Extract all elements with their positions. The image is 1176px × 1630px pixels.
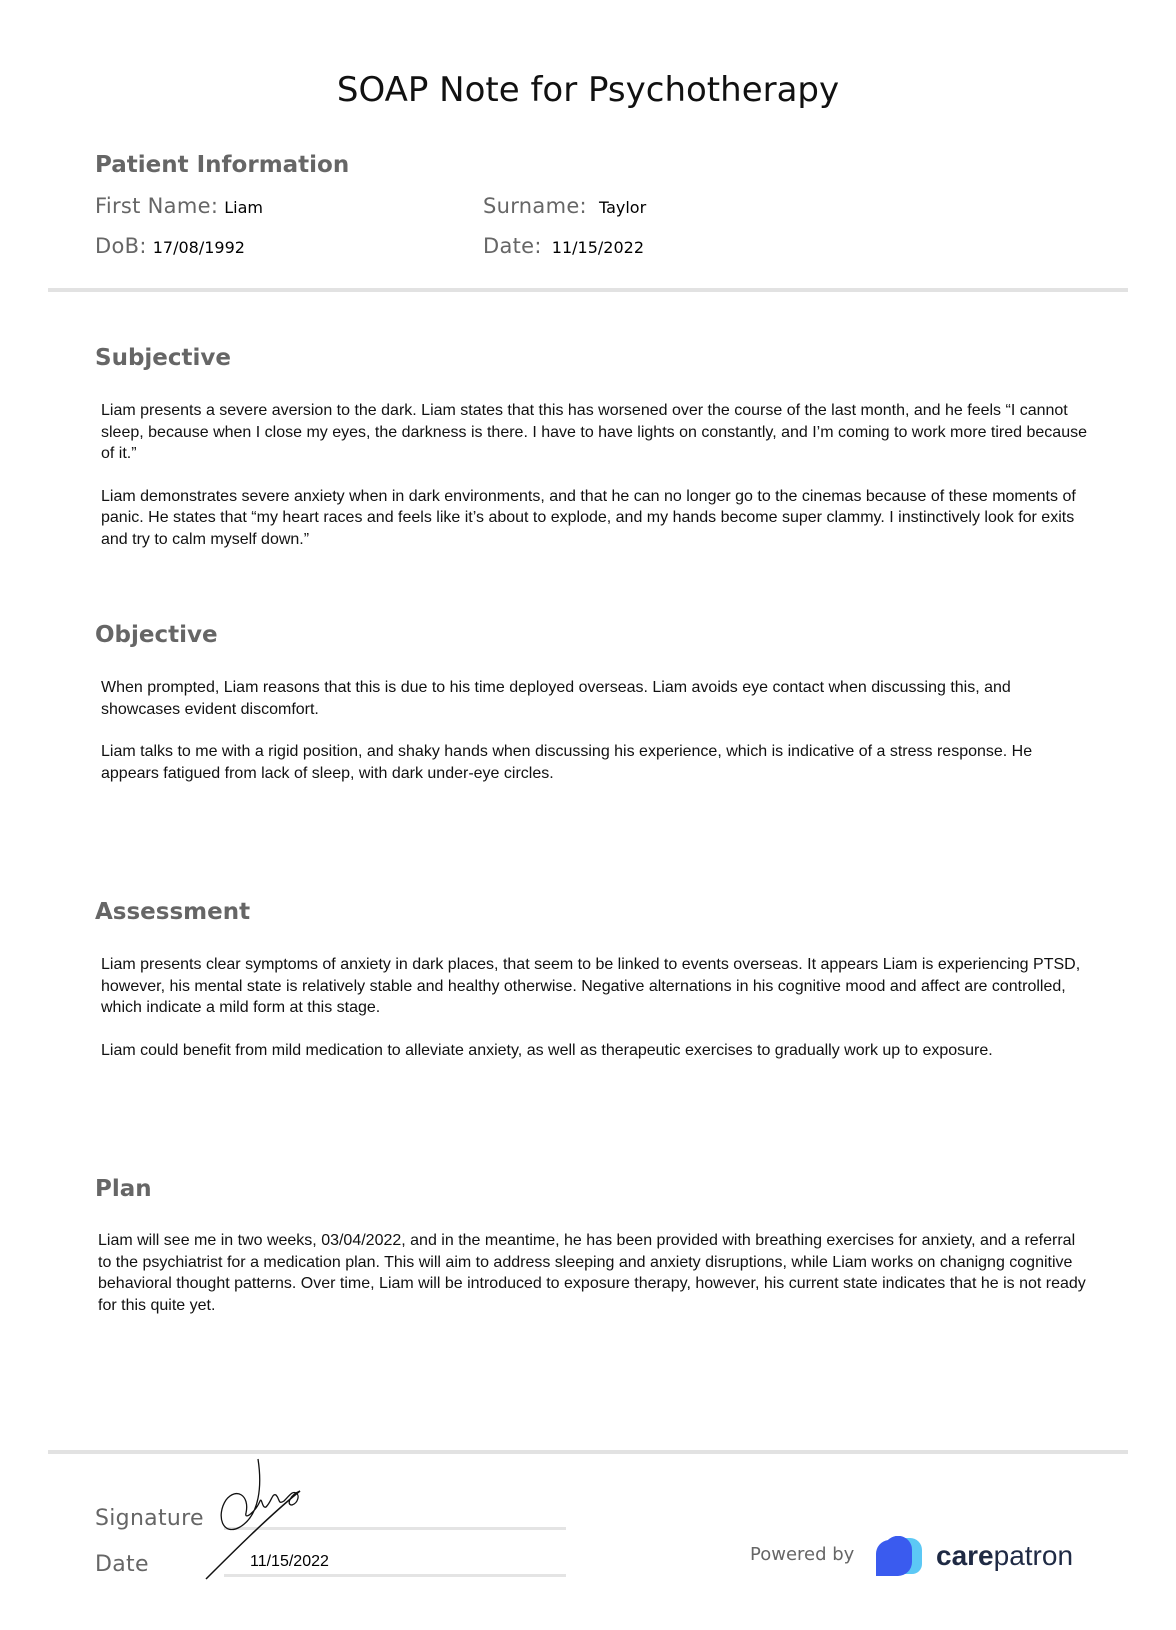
powered-by-label: Powered by xyxy=(750,1544,855,1565)
paragraph: Liam presents a severe aversion to the dark. Liam states that this has worsened over the course of the last month, and he feels “I cannot sleep, because when I close my eyes, the darkness is there. I have to have lights on constantly, and I’m coming to work more tired because of it.” xyxy=(101,402,1087,462)
dob-value: 17/08/1992 xyxy=(152,238,245,257)
paragraph: Liam demonstrates severe anxiety when in dark environments, and that he can no longer go to the cinemas because of these moments of panic. He states that “my heart races and feels like it’s about to explode, and my hands become super clammy. I instinctively look for exits and try to calm myself down.” xyxy=(101,487,1076,548)
subjective-body xyxy=(101,400,1091,571)
divider xyxy=(48,288,1128,292)
brand-rest: patron xyxy=(993,1540,1074,1571)
paragraph: Liam presents clear symptoms of anxiety in dark places, that seem to be linked to events overseas. It appears Liam is experiencing PTSD, however, his mental state is relatively stable and healthy otherwise. Negative alternations in his cognitive mood and affect are controlled, which indicate a mild form at this stage. xyxy=(101,956,1081,1016)
date-label: Date: xyxy=(483,234,542,258)
date-field xyxy=(483,234,644,258)
signature-label: Signature xyxy=(95,1506,204,1531)
objective-body xyxy=(101,677,1091,805)
surname-field xyxy=(483,194,646,218)
subjective-heading: Subjective xyxy=(95,345,231,371)
plan-body xyxy=(98,1230,1088,1337)
date-value: 11/15/2022 xyxy=(551,238,644,257)
footer-divider xyxy=(48,1450,1128,1454)
dob-field xyxy=(95,234,245,258)
assessment-body xyxy=(101,954,1091,1082)
first-name-label: First Name: xyxy=(95,194,219,218)
dob-label: DoB: xyxy=(95,234,147,258)
paragraph: Liam could benefit from mild medication to alleviate anxiety, as well as therapeutic exercises to gradually work up to exposure. xyxy=(101,1041,993,1059)
carepatron-logo xyxy=(874,1536,1073,1576)
first-name-field xyxy=(95,194,263,218)
signature-image xyxy=(200,1455,350,1580)
plan-heading: Plan xyxy=(95,1176,152,1202)
patient-info-heading: Patient Information xyxy=(95,152,350,178)
paragraph: When prompted, Liam reasons that this is due to his time deployed overseas. Liam avoids eye contact when discussing this, and showcases evident discomfort. xyxy=(101,679,1011,718)
brand-name xyxy=(936,1540,1073,1572)
footer-date-label: Date xyxy=(95,1552,149,1577)
footer-date-value: 11/15/2022 xyxy=(250,1553,329,1570)
paragraph: Liam talks to me with a rigid position, and shaky hands when discussing his experience, which is indicative of a stress response. He appears fatigued from lack of sleep, with dark under-eye circles. xyxy=(101,743,1033,782)
assessment-heading: Assessment xyxy=(95,899,251,925)
paragraph: Liam will see me in two weeks, 03/04/2022, and in the meantime, he has been provided with breathing exercises for anxiety, and a referral to the psychiatrist for a medication plan. This will aim to address sleeping and anxiety disruptions, while Liam works on chanigng cognitive behavioral thought patterns. Over time, Liam will be introduced to exposure therapy, however, his current state indicates that he is not ready for this quite yet. xyxy=(98,1232,1086,1314)
first-name-value: Liam xyxy=(224,198,263,217)
brand-bold: care xyxy=(936,1540,994,1571)
page-title: SOAP Note for Psychotherapy xyxy=(336,70,840,110)
carepatron-logo-icon xyxy=(874,1536,930,1576)
surname-label: Surname: xyxy=(483,194,587,218)
objective-heading: Objective xyxy=(95,622,218,648)
surname-value: Taylor xyxy=(598,198,647,217)
